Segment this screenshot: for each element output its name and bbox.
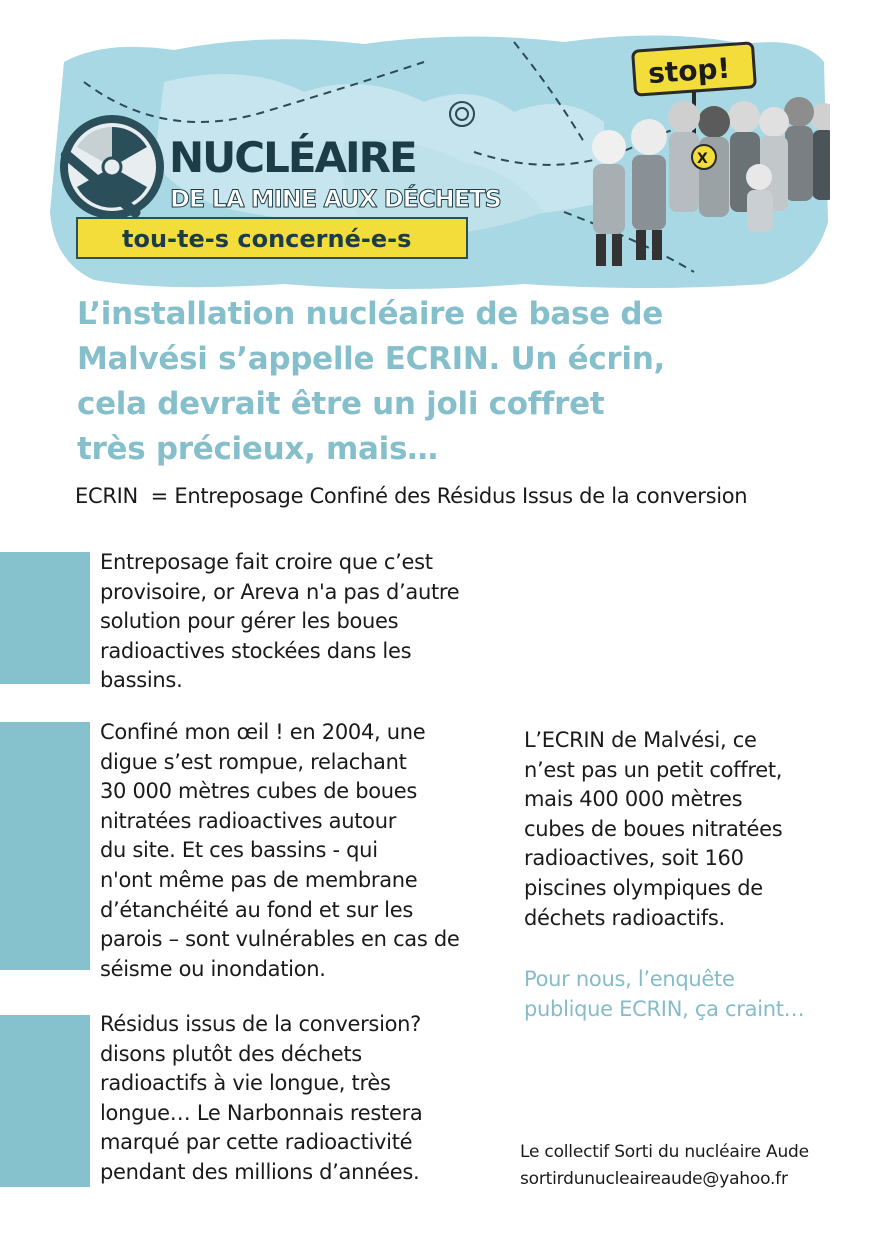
- side-text: L’ECRIN de Malvési, ce n’est pas un petit coffret, mais 400 000 mètres cubes de boues nitratées radioactives, soit 160 piscines olympiques de déchets radioactifs.: [524, 728, 783, 930]
- contact-email[interactable]: sortirdunucleaireaude@yahoo.fr: [520, 1169, 788, 1189]
- accent-bar: [0, 722, 90, 970]
- paragraph-residus: Résidus issus de la conversion? disons plutôt des déchets radioactifs à vie longue, très longue… Le Narbonnais restera marqué par cette radioactivité pendant des millions d’années.: [100, 1012, 423, 1184]
- svg-text:X: X: [697, 151, 708, 167]
- svg-text:stop!: stop!: [647, 51, 732, 91]
- banner-subtitle: DE LA MINE AUX DÉCHETS: [170, 185, 501, 213]
- accent-bar: [0, 552, 90, 684]
- headline: [77, 292, 797, 472]
- conclusion-text: Pour nous, l’enquête publique ECRIN, ça craint…: [524, 967, 805, 1021]
- banner-title: NUCLÉAIRE: [169, 133, 416, 182]
- paragraph-confine: Confiné mon œil ! en 2004, une digue s’est rompue, relachant 30 000 mètres cubes de boues nitratées radioactives autour du site. Et ces bassins - qui n'ont même pas de membrane d’étanchéité au fond et sur les parois – sont vulnérables en cas de séisme ou inondation.: [100, 720, 460, 981]
- headline-line: L’installation nucléaire de base de: [77, 296, 663, 332]
- footer-contact: [520, 1139, 809, 1193]
- accent-bar: [0, 1015, 90, 1187]
- organization-name: Le collectif Sorti du nucléaire Aude: [520, 1142, 809, 1162]
- headline-line: Malvési s’appelle ECRIN. Un écrin,: [77, 341, 665, 377]
- campaign-banner: [44, 22, 830, 292]
- headline-line: très précieux, mais…: [77, 431, 438, 467]
- paragraph-entreposage: Entreposage fait croire que c’est provisoire, or Areva n'a pas d’autre solution pour gérer les boues radioactives stockées dans les bassins.: [100, 550, 460, 693]
- headline-line: cela devrait être un joli coffret: [77, 386, 605, 422]
- banner-tagline: tou-te-s concerné-e-s: [122, 225, 412, 253]
- acronym-definition: ECRIN = Entreposage Confiné des Résidus Issus de la conversion: [75, 484, 748, 508]
